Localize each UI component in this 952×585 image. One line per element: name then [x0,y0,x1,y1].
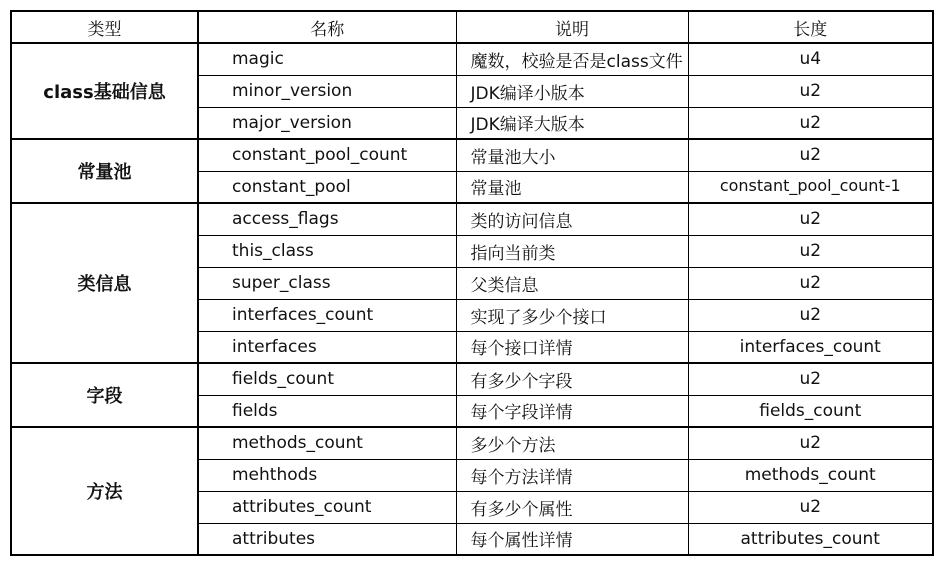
group-label: class基础信息 [11,43,198,139]
table-row [11,43,933,75]
group-label: 方法 [11,427,198,555]
field-name: interfaces [198,331,456,363]
field-name: fields [198,395,456,427]
field-name: mehthods [198,459,456,491]
field-description: 每个方法详情 [456,459,688,491]
table-row [11,139,933,171]
table-row [11,203,933,235]
field-length: u4 [688,43,933,75]
field-description: 有多少个字段 [456,363,688,395]
field-length: attributes_count [688,523,933,555]
field-description: 每个字段详情 [456,395,688,427]
field-name: super_class [198,267,456,299]
field-length: u2 [688,363,933,395]
header-length: 长度 [688,11,933,43]
field-name: methods_count [198,427,456,459]
field-description: 常量池 [456,171,688,203]
field-description: JDK编译大版本 [456,107,688,139]
field-description: 父类信息 [456,267,688,299]
field-name: attributes_count [198,491,456,523]
field-name: attributes [198,523,456,555]
field-description: 每个接口详情 [456,331,688,363]
field-name: magic [198,43,456,75]
field-length: u2 [688,427,933,459]
field-length: u2 [688,107,933,139]
header-name: 名称 [198,11,456,43]
field-description: 每个属性详情 [456,523,688,555]
field-length: u2 [688,491,933,523]
field-description: JDK编译小版本 [456,75,688,107]
field-length: u2 [688,235,933,267]
field-description: 多少个方法 [456,427,688,459]
field-description: 类的访问信息 [456,203,688,235]
field-description: 有多少个属性 [456,491,688,523]
field-length: u2 [688,203,933,235]
group-label: 常量池 [11,139,198,203]
field-description: 实现了多少个接口 [456,299,688,331]
field-length: u2 [688,139,933,171]
field-description: 指向当前类 [456,235,688,267]
header-description: 说明 [456,11,688,43]
field-length: methods_count [688,459,933,491]
group-label: 字段 [11,363,198,427]
field-description: 魔数，校验是否是class文件 [456,43,688,75]
field-description: 常量池大小 [456,139,688,171]
header-type: 类型 [11,11,198,43]
field-length: u2 [688,299,933,331]
document-page [10,10,934,556]
field-name: interfaces_count [198,299,456,331]
field-name: fields_count [198,363,456,395]
table-row [11,363,933,395]
field-name: this_class [198,235,456,267]
field-name: access_flags [198,203,456,235]
group-label: 类信息 [11,203,198,363]
field-length: u2 [688,267,933,299]
table-header-row [11,11,933,43]
field-name: constant_pool_count [198,139,456,171]
field-name: minor_version [198,75,456,107]
field-name: constant_pool [198,171,456,203]
field-length: interfaces_count [688,331,933,363]
class-file-structure-table [10,10,934,556]
field-length: u2 [688,75,933,107]
field-length: constant_pool_count-1 [688,171,933,203]
field-length: fields_count [688,395,933,427]
field-name: major_version [198,107,456,139]
table-row [11,427,933,459]
